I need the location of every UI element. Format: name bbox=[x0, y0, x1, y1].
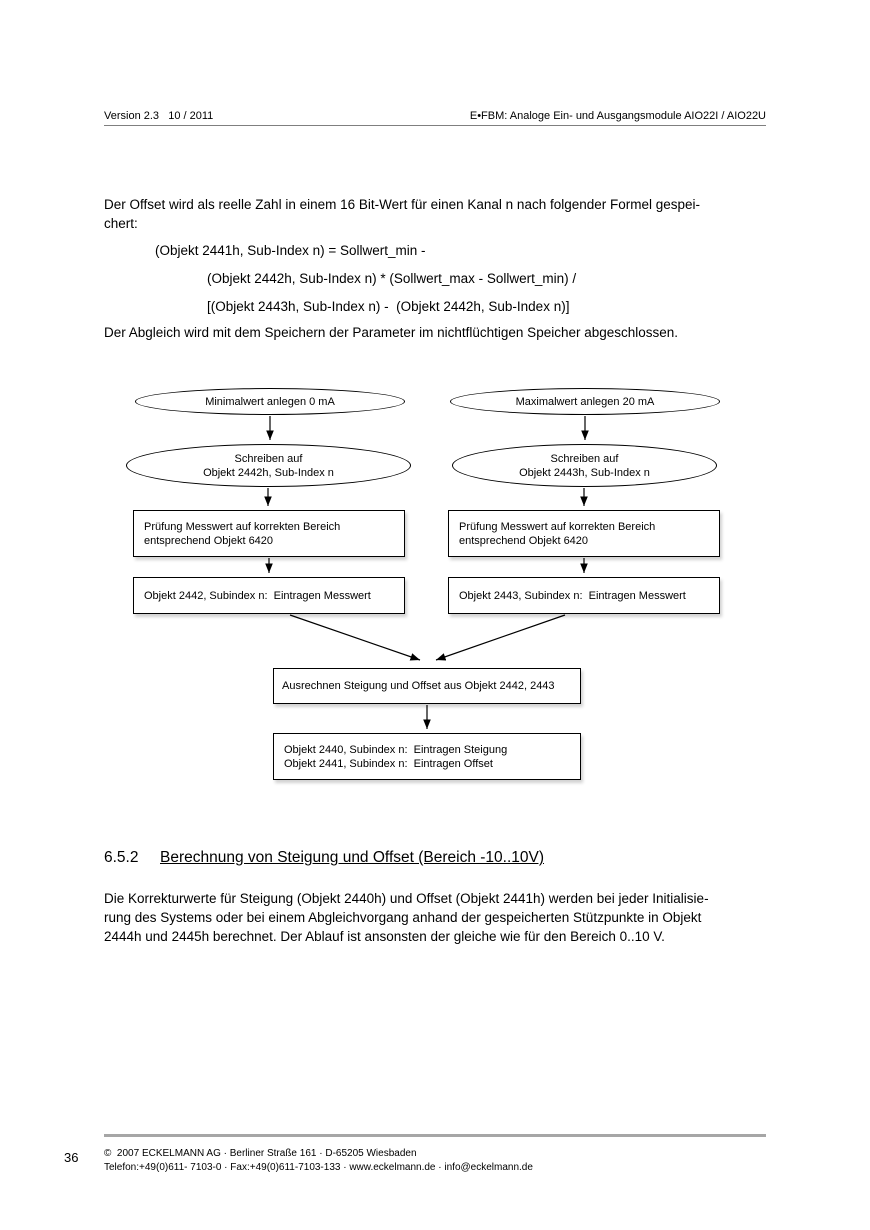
flow-node-label: Schreiben auf bbox=[550, 452, 619, 465]
flow-node-label: Objekt 2442, Subindex n: Eintragen Messwert bbox=[144, 589, 371, 602]
formula-line: (Objekt 2442h, Sub-Index n) * (Sollwert_max - Sollwert_min) / bbox=[207, 271, 577, 286]
formula-line: (Objekt 2441h, Sub-Index n) = Sollwert_min - bbox=[155, 243, 426, 258]
section-paragraph-line: Die Korrekturwerte für Steigung (Objekt 2440h) und Offset (Objekt 2441h) werden bei jeder Initialisie- bbox=[104, 891, 709, 906]
flow-check-right-box bbox=[448, 510, 720, 557]
flow-node-label: Objekt 2441, Subindex n: Eintragen Offset bbox=[284, 757, 493, 770]
flow-node-label: Prüfung Messwert auf korrekten Bereich bbox=[144, 520, 341, 533]
flow-calc-box bbox=[273, 668, 581, 704]
header-doc-title: E•FBM: Analoge Ein- und Ausgangsmodule AIO22I / AIO22U bbox=[469, 110, 766, 122]
flow-node-label: entsprechend Objekt 6420 bbox=[459, 534, 589, 547]
footer-copyright: © 2007 ECKELMANN AG · Berliner Straße 161 · D-65205 Wiesbaden bbox=[104, 1148, 417, 1159]
page-number: 36 bbox=[64, 1150, 79, 1165]
footer-contact: Telefon:+49(0)611- 7103-0 · Fax:+49(0)611-7103-133 · www.eckelmann.de · info@eckelmann.de bbox=[104, 1162, 533, 1173]
flow-max-ellipse bbox=[450, 388, 720, 415]
flow-node-label: entsprechend Objekt 6420 bbox=[144, 534, 274, 547]
section-paragraph-line: rung des Systems oder bei einem Abgleichvorgang anhand der gespeicherten Stützpunkte in Objekt bbox=[104, 910, 702, 925]
flow-write-left-ellipse bbox=[126, 444, 411, 487]
flow-node-label: Minimalwert anlegen 0 mA bbox=[205, 395, 335, 408]
flow-write-right-ellipse bbox=[452, 444, 717, 487]
section-paragraph-line: 2444h und 2445h berechnet. Der Ablauf ist ansonsten der gleiche wie für den Bereich 0..10 V. bbox=[104, 929, 665, 944]
intro-line: Der Offset wird als reelle Zahl in einem 16 Bit-Wert für einen Kanal n nach folgender Formel gespei- bbox=[104, 197, 701, 212]
section-number: 6.5.2 bbox=[104, 849, 139, 866]
section-heading bbox=[104, 849, 544, 867]
flow-arrow bbox=[290, 615, 420, 660]
header-version: Version 2.3 10 / 2011 bbox=[104, 110, 214, 122]
flow-node-label: Objekt 2443, Subindex n: Eintragen Messwert bbox=[459, 589, 686, 602]
flow-min-ellipse bbox=[135, 388, 405, 415]
formula-line: [(Objekt 2443h, Sub-Index n) - (Objekt 2442h, Sub-Index n)] bbox=[207, 299, 570, 314]
flow-node-label: Objekt 2440, Subindex n: Eintragen Steigung bbox=[284, 743, 508, 756]
flow-node-label: Prüfung Messwert auf korrekten Bereich bbox=[459, 520, 656, 533]
intro-line: chert: bbox=[104, 216, 138, 231]
flow-entry-right-box bbox=[448, 577, 720, 614]
closing-line: Der Abgleich wird mit dem Speichern der Parameter im nichtflüchtigen Speicher abgeschlossen. bbox=[104, 325, 679, 340]
flow-arrow bbox=[436, 615, 565, 660]
flow-node-label: Objekt 2443h, Sub-Index n bbox=[519, 466, 650, 479]
footer-rule bbox=[104, 1134, 766, 1137]
flow-node-label: Objekt 2442h, Sub-Index n bbox=[203, 466, 334, 479]
flow-node-label: Ausrechnen Steigung und Offset aus Objekt 2442, 2443 bbox=[282, 680, 555, 692]
flow-entry-left-box bbox=[133, 577, 405, 614]
flow-check-left-box bbox=[133, 510, 405, 557]
flow-store-box bbox=[273, 733, 581, 780]
header-rule bbox=[104, 125, 766, 126]
flow-node-label: Maximalwert anlegen 20 mA bbox=[515, 395, 655, 408]
flow-node-label: Schreiben auf bbox=[234, 452, 303, 465]
section-title: Berechnung von Steigung und Offset (Bereich -10..10V) bbox=[160, 849, 545, 866]
